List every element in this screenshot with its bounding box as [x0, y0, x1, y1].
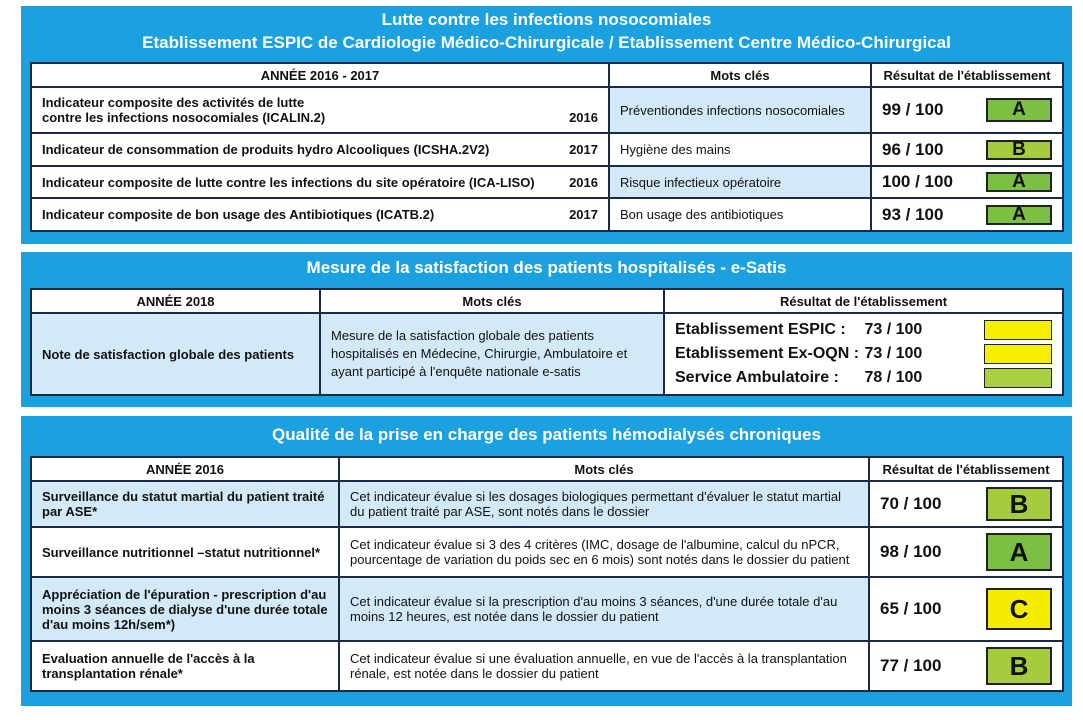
keyword-cell: Cet indicateur évalue si la prescription d'au moins 3 séances, d'une durée totale d'au moins 12 heures, est notée dans le dossier du patient — [339, 577, 869, 641]
indicator-year: 2016 — [569, 174, 598, 190]
result-cell — [871, 198, 1063, 231]
section2-title: Mesure de la satisfaction des patients hospitalisés - e-Satis — [306, 258, 787, 277]
score-value: 99 / 100 — [882, 100, 944, 119]
indicator-cell — [31, 166, 609, 198]
table-row — [31, 313, 1063, 395]
grade-badge: C — [986, 588, 1052, 630]
satisfaction-panel — [21, 252, 1072, 407]
grade-badge: B — [986, 140, 1052, 160]
result-score: 78 / 100 — [864, 369, 923, 386]
table-row — [31, 133, 1063, 166]
result-label: Service Ambulatoire : — [675, 369, 839, 386]
header-year: ANNÉE 2018 — [31, 289, 320, 313]
indicator-cell: Appréciation de l'épuration - prescription d'au moins 3 séances de dialyse d'une durée totale d'au moins 12h/sem*) — [31, 577, 339, 641]
header-year: ANNÉE 2016 — [31, 457, 339, 481]
grade-badge: A — [986, 205, 1052, 225]
score-value: 70 / 100 — [880, 494, 942, 513]
section3-title: Qualité de la prise en charge des patients hémodialysés chroniques — [272, 425, 821, 444]
table-row — [31, 577, 1063, 641]
indicator-cell: Note de satisfaction globale des patients — [31, 313, 320, 395]
keyword-cell: Cet indicateur évalue si une évaluation annuelle, en vue de l'accès à la transplantation rénale, est notée dans le dossier du patient — [339, 641, 869, 691]
score-value: 93 / 100 — [882, 204, 944, 224]
hemodialysis-panel — [21, 416, 1072, 706]
result-color-bar — [984, 320, 1052, 340]
indicator-cell — [31, 133, 609, 166]
section2-header-row — [31, 289, 1063, 313]
result-score: 73 / 100 — [864, 345, 923, 362]
indicator-cell: Evaluation annuelle de l'accès à la transplantation rénale* — [31, 641, 339, 691]
indicator-cell: Surveillance du statut martial du patient traité par ASE* — [31, 481, 339, 527]
indicator-year: 2016 — [569, 110, 598, 125]
score-value: 100 / 100 — [882, 172, 953, 191]
result-color-bar — [984, 368, 1052, 388]
header-result: Résultat de l'établissement — [871, 63, 1063, 87]
section3-header-row — [31, 457, 1063, 481]
satisfaction-result-espic — [675, 318, 1052, 342]
result-cell — [869, 527, 1063, 577]
indicator-label: Indicateur composite de lutte contre les infections du site opératoire (ICA-LISO) — [42, 174, 535, 190]
grade-badge: A — [986, 98, 1052, 122]
indicator-cell — [31, 198, 609, 231]
keyword-cell: Mesure de la satisfaction globale des patients hospitalisés en Médecine, Chirurgie, Ambulatoire et ayant participé à l'enquête nationale e-satis — [320, 313, 664, 395]
indicator-year: 2017 — [569, 142, 598, 157]
keyword-cell: Risque infectieux opératoire — [609, 166, 871, 198]
header-year: ANNÉE 2016 - 2017 — [31, 63, 609, 87]
header-result: Résultat de l'établissement — [869, 457, 1063, 481]
header-keywords: Mots clés — [339, 457, 869, 481]
nosocomial-panel — [21, 6, 1072, 244]
header-result: Résultat de l'établissement — [664, 289, 1063, 313]
section3-table — [30, 456, 1064, 692]
section2-table — [30, 288, 1064, 396]
score-value: 77 / 100 — [880, 656, 942, 675]
table-row — [31, 166, 1063, 198]
keyword-cell: Cet indicateur évalue si les dosages biologiques permettant d'évaluer le statut martial du patient traité par ASE, sont notés dans le dossier — [339, 481, 869, 527]
section1-title-line1: Lutte contre les infections nosocomiales — [381, 10, 712, 29]
result-cell — [869, 481, 1063, 527]
section1-header-row — [31, 63, 1063, 87]
result-cell — [871, 87, 1063, 133]
table-row — [31, 87, 1063, 133]
score-value: 65 / 100 — [880, 599, 942, 618]
header-keywords: Mots clés — [320, 289, 664, 313]
grade-badge: A — [986, 533, 1052, 571]
indicator-label: Indicateur composite de bon usage des Antibiotiques (ICATB.2) — [42, 207, 435, 222]
indicator-cell: Surveillance nutritionnel –statut nutritionnel* — [31, 527, 339, 577]
score-value: 96 / 100 — [882, 139, 944, 159]
grade-badge: B — [986, 487, 1052, 521]
result-score: 73 / 100 — [864, 321, 923, 338]
table-row — [31, 527, 1063, 577]
keyword-cell: Préventiondes infections nosocomiales — [609, 87, 871, 133]
result-label: Etablissement Ex-OQN : — [675, 345, 860, 362]
score-value: 98 / 100 — [880, 542, 942, 561]
keyword-cell: Bon usage des antibiotiques — [609, 198, 871, 231]
result-cell — [664, 313, 1063, 395]
result-cell — [869, 641, 1063, 691]
section1-table — [30, 62, 1064, 232]
table-row — [31, 481, 1063, 527]
keyword-cell: Cet indicateur évalue si 3 des 4 critères (IMC, dosage de l'albumine, calcul du nPCR, pourcentage de variation du poids sec en 6 mois) sont notés dans le dossier du patient — [339, 527, 869, 577]
result-color-bar — [984, 344, 1052, 364]
table-row — [31, 198, 1063, 231]
indicator-label: Indicateur de consommation de produits hydro Alcooliques (ICSHA.2V2) — [42, 142, 490, 157]
result-label: Etablissement ESPIC : — [675, 321, 846, 338]
section1-title — [21, 8, 1072, 54]
grade-badge: A — [986, 172, 1052, 192]
grade-badge: B — [986, 647, 1052, 685]
satisfaction-result-ambulatoire — [675, 366, 1052, 390]
section1-title-line2: Etablissement ESPIC de Cardiologie Médico-Chirurgicale / Etablissement Centre Médico-Chirurgical — [142, 33, 951, 52]
indicator-year: 2017 — [569, 207, 598, 222]
keyword-cell: Hygiène des mains — [609, 133, 871, 166]
result-cell — [871, 133, 1063, 166]
indicator-label: Indicateur composite des activités de lutte contre les infections nosocomiales (ICALIN.2) — [42, 95, 326, 125]
satisfaction-result-exoqn — [675, 342, 1052, 366]
result-cell — [869, 577, 1063, 641]
indicator-cell — [31, 87, 609, 133]
header-keywords: Mots clés — [609, 63, 871, 87]
table-row — [31, 641, 1063, 691]
result-cell — [871, 166, 1063, 198]
